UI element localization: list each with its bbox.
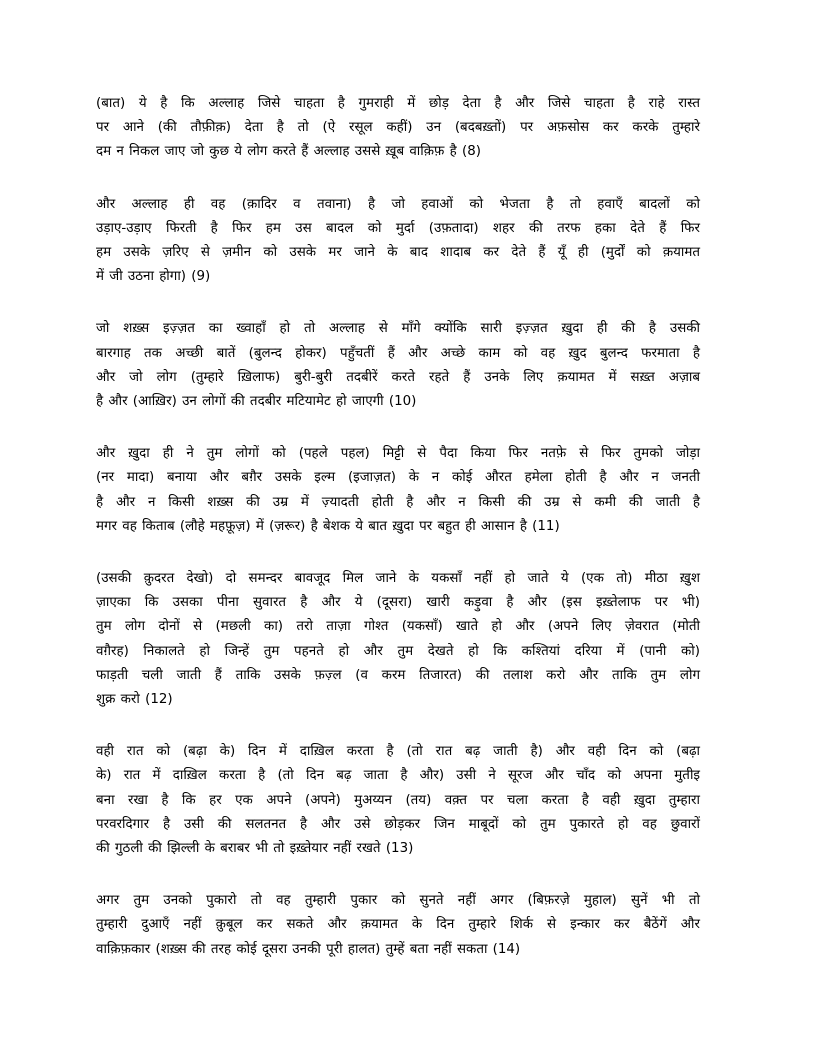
text-line: और ख़ुदा ही ने तुम लोगों को (पहले पहल) मिट्टी से पैदा किया फिर नतफ़े से फिर तुमको जोड़ा: [96, 446, 700, 462]
text-line: वही रात को (बढ़ा के) दिन में दाख़िल करता है (तो रात बढ़ जाती है) और वही दिन को (बढ़ा: [96, 744, 700, 760]
text-line: तुम्हारी दुआएँ नहीं क़ुबूल कर सकते और क़यामत के दिन तुम्हारे शिर्क से इन्कार कर बैठेंगें और: [96, 917, 700, 933]
text-line: तुम लोग दोनों से (मछली का) तरो ताज़ा गोश्त (यकसाँ) खाते हो और (अपने लिए ज़ेवरात (मोती: [96, 619, 700, 635]
text-line: पर आने (की तौफ़ीक़) देता है तो (ऐ रसूल कहीं) उन (बदबख़्तों) पर अफ़सोस कर करके तुम्हारे: [96, 120, 700, 136]
paragraph-verse-9: [96, 193, 700, 290]
text-line: उड़ाए-उड़ाए फिरती है फिर हम उस बादल को मुर्दा (उफ़तादा) शहर की तरफ हका देते हैं फिर: [96, 220, 700, 236]
text-line: बारगाह तक अच्छी बातें (बुलन्द होकर) पहुँचतीं हैं और अच्छे काम को वह ख़ुद बुलन्द फरमाता है: [96, 345, 700, 361]
text-line: दम न निकल जाए जो कुछ ये लोग करते हैं अल्लाह उससे ख़ूब वाक़िफ़ है (8): [96, 144, 481, 160]
paragraph-verse-11: [96, 442, 700, 539]
text-line: जो शख़्स इज़्ज़त का ख्वाहाँ हो तो अल्लाह से माँगे क्योंकि सारी इज़्ज़त ख़ुदा ही की है उसकी: [96, 321, 700, 337]
text-line: (बात) ये है कि अल्लाह जिसे चाहता है गुमराही में छोड़ देता है और जिसे चाहता है राहे रास्त: [96, 96, 700, 111]
text-line: में जी उठना होगा) (9): [96, 269, 211, 285]
text-line: फाड़ती चली जाती हैं ताकि उसके फ़ज़्ल (व करम तिजारत) की तलाश करो और ताकि तुम लोग: [96, 667, 700, 683]
text-line: (नर मादा) बनाया और बग़ैर उसके इल्म (इजाज़त) के न कोई औरत हमेला होती है और न जनती: [96, 470, 700, 486]
text-line: अगर तुम उनको पुकारो तो वह तुम्हारी पुकार को सुनते नहीं अगर (बिफ़रज़े मुहाल) सुनें भी तो: [96, 893, 700, 909]
paragraph-verse-13: [96, 740, 700, 861]
text-line: बना रखा है कि हर एक अपने (अपने) मुअय्यन (तय) वक़्त पर चला करता है वही ख़ुदा तुम्हारा: [96, 792, 700, 808]
paragraph-verse-14: [96, 889, 700, 962]
text-line: मगर वह किताब (लौहे महफ़ूज़) में (ज़रूर) है बेशक ये बात ख़ुदा पर बहुत ही आसान है (11): [96, 518, 560, 534]
text-line: की गुठली की झिल्ली के बराबर भी तो इख़्तेयार नहीं रखते (13): [96, 841, 414, 857]
text-line: और जो लोग (तुम्हारे ख़िलाफ) बुरी-बुरी तदबीरें करते रहते हैं उनके लिए क़यामत में सख़्त अज़ाब: [96, 369, 700, 385]
text-line: और अल्लाह ही वह (क़ादिर व तवाना) है जो हवाओं को भेजता है तो हवाएँ बादलों को: [96, 196, 700, 212]
text-line: वग़ैरह) निकालते हो जिन्हें तुम पहनते हो और तुम देखते हो कि कश्तियां दरिया में (पानी को): [96, 643, 700, 659]
paragraph-verse-10: [96, 317, 700, 414]
text-line: के) रात में दाख़िल करता है (तो दिन बढ़ जाता है और) उसी ने सूरज और चाँद को अपना मुतीइ: [96, 768, 700, 784]
text-line: शुक्र करो (12): [96, 692, 173, 708]
text-line: ज़ाएका कि उसका पीना सुवारत है और ये (दूसरा) खारी कड़ुवा है और (इस इख़्तेलाफ पर भी): [96, 595, 700, 611]
text-line: परवरदिगार है उसी की सलतनत है और उसे छोड़कर जिन माबूदों को तुम पुकारते हो वह छुवारों: [96, 816, 700, 832]
paragraph-verse-12: [96, 567, 700, 712]
text-line: (उसकी क़ुदरत देखो) दो समन्दर बावजूद मिल जाने के यकसाँ नहीं हो जाते ये (एक तो) मीठा ख़ुश: [96, 571, 700, 587]
text-line: है और (आख़िर) उन लोगों की तदबीर मटियामेट हो जाएगी (10): [96, 394, 417, 410]
paragraph-verse-8: [96, 92, 700, 165]
text-line: है और न किसी शख़्स की उम्र में ज़्यादती होती है और न किसी की उम्र से कमी की जाती है: [96, 494, 700, 510]
document-page: [96, 92, 700, 990]
text-line: हम उसके ज़रिए से ज़मीन को उसके मर जाने के बाद शादाब कर देते हैं यूँ ही (मुर्दों को क़यामत: [96, 245, 700, 261]
text-line: वाक़िफ़कार (शख़्स की तरह कोई दूसरा उनकी पूरी हालत) तुम्हें बता नहीं सकता (14): [96, 941, 521, 957]
